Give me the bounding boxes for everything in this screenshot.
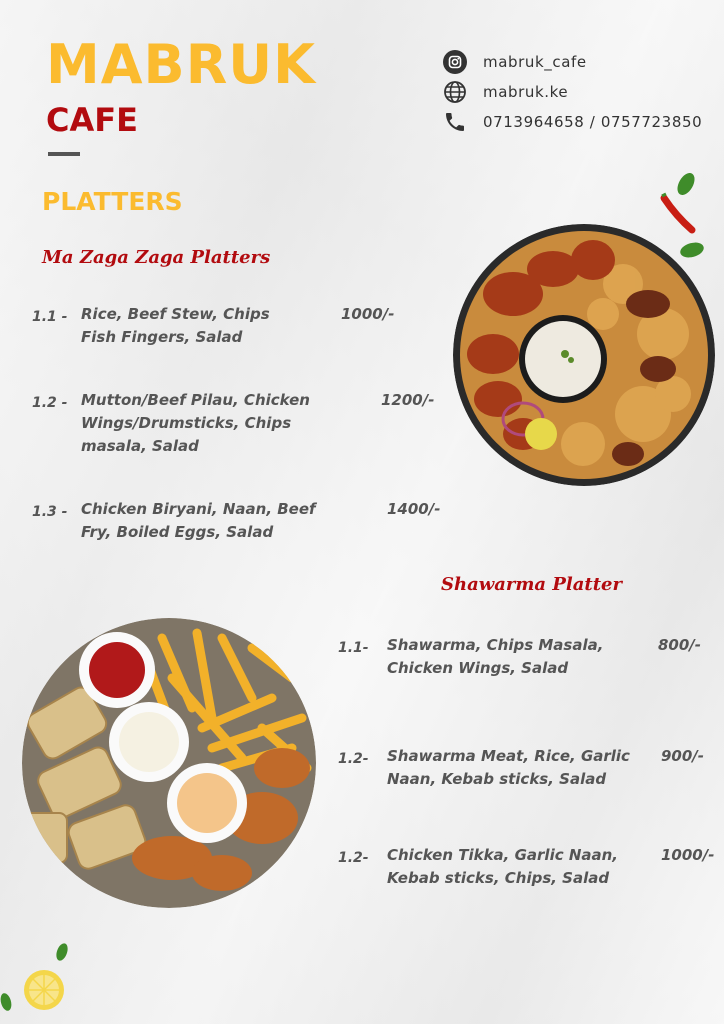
item-description: Chicken Tikka, Garlic Naan, Kebab sticks, Chips, Salad [387,846,619,887]
section-title: PLATTERS [42,187,183,216]
item-number: 1.1 - [32,309,68,325]
item-number: 1.3 - [32,504,68,520]
instagram-icon [443,50,467,74]
ma-zaga-heading: Ma Zaga Zaga Platters [42,247,271,268]
contact-website[interactable] [443,79,568,105]
item-number: 1.2 - [32,395,68,411]
contact-text: 0713964658 / 0757723850 [483,113,703,131]
contact-phone[interactable] [443,109,702,135]
contact-text: mabruk_cafe [483,53,587,71]
item-price: 1000/- [661,846,715,864]
brand-subtitle: CAFE [46,101,138,139]
title-divider [48,152,80,156]
item-description: Mutton/Beef Pilau, Chicken Wings/Drumsticks, Chips masala, Salad [81,391,310,455]
item-price: 1200/- [381,391,435,409]
item-number: 1.1- [338,640,369,656]
shawarma-heading: Shawarma Platter [441,574,622,595]
item-price: 1000/- [341,305,395,323]
lemon-garnish-icon [0,940,80,1024]
item-number: 1.2- [338,751,369,767]
contact-text: mabruk.ke [483,83,569,101]
biryani-platter-image [453,224,715,486]
globe-icon [443,80,467,104]
item-description: Shawarma, Chips Masala, Chicken Wings, Salad [387,636,604,677]
item-description: Chicken Biryani, Naan, Beef Fry, Boiled Eggs, Salad [81,500,316,541]
item-price: 800/- [658,636,702,654]
shawarma-platter-image [22,618,316,908]
item-price: 1400/- [387,500,441,518]
brand-title: MABRUK [46,33,316,96]
phone-icon [443,110,467,134]
contact-instagram[interactable] [443,49,587,75]
item-description: Rice, Beef Stew, Chips Fish Fingers, Salad [81,305,270,346]
item-price: 900/- [661,747,705,765]
item-number: 1.2- [338,850,369,866]
item-description: Shawarma Meat, Rice, Garlic Naan, Kebab sticks, Salad [387,747,630,788]
